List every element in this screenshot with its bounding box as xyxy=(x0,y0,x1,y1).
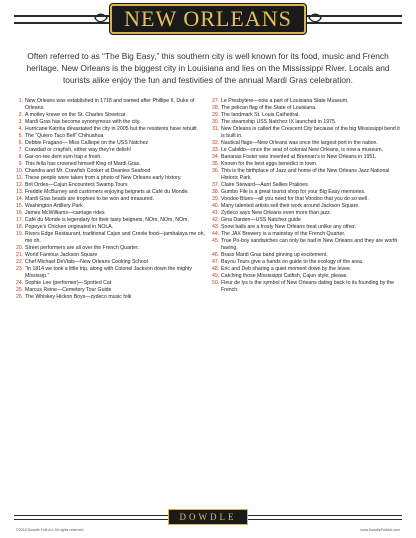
clue-item xyxy=(16,231,206,245)
clue-text: Voodoo Blues—all you need for that Voodoo that you do so well. xyxy=(221,196,369,202)
clue-text: Gar-on-tee dem sum hap e fresh. xyxy=(25,154,102,160)
clue-number: 26. xyxy=(16,294,24,300)
clue-number: 15. xyxy=(16,203,24,209)
clue-number: 18. xyxy=(16,224,24,230)
clue-item xyxy=(212,217,404,224)
clue-item xyxy=(16,126,206,133)
clue-text: New Orleans was established in 1718 and named after Phillipe II, Duke of Orleans. xyxy=(25,98,195,111)
clue-text: Chef Michael DeVlats—New Orleans Cooking School xyxy=(25,259,148,265)
clue-item xyxy=(212,259,404,266)
clue-item xyxy=(16,217,206,224)
clue-text: James McWilliams—carriage rides xyxy=(25,210,105,216)
clue-number: 8. xyxy=(18,154,23,160)
clue-text: These people were taken from a photo of New Orleans early history. xyxy=(25,175,182,181)
clue-text: Chandra and Mr. Crawfish Cooker at Deanies Seafood xyxy=(25,168,151,174)
clue-item xyxy=(16,196,206,203)
clue-number: 24. xyxy=(16,280,24,286)
flourish-left-icon xyxy=(94,11,108,25)
clue-text: Freddie McBurney and customers enjoying beignets at Café du Monde. xyxy=(25,189,189,195)
clue-item xyxy=(16,168,206,175)
clue-text: World Famous Jackson Square xyxy=(25,252,98,258)
clue-item xyxy=(212,147,404,154)
intro-paragraph: Often referred to as “The Big Easy,” this southern city is well known for its food, music and French heritage. New Orleans is the biggest city in Louisiana and lies on the Mississippi River. Locals and tourists alike enjoy the fun and festivities of the annual Mardi Gras celebration. xyxy=(26,51,390,85)
clue-text: Le Presbytere—now a part of Louisiana State Museum. xyxy=(221,98,349,104)
clue-text: The “Quiero Taco Bell” Chihuahua xyxy=(25,133,104,139)
clue-number: 4. xyxy=(18,126,23,132)
clue-number: 42. xyxy=(212,217,220,223)
brand-logo: DOWDLE xyxy=(179,512,237,522)
clue-number: 49. xyxy=(212,273,220,279)
clue-text: Sophie Lee (performer)—Spotted Cat xyxy=(25,280,112,286)
clue-text: True Po-boy sandwiches can only be had in New Orleans and they are worth having. xyxy=(221,238,398,251)
clue-item xyxy=(212,161,404,168)
clue-item xyxy=(212,126,404,140)
clue-item xyxy=(212,105,404,112)
clue-number: 43. xyxy=(212,224,220,230)
clue-item xyxy=(16,182,206,189)
clue-item xyxy=(16,133,206,140)
clue-number: 33. xyxy=(212,147,220,153)
clue-text: Hurricane Katrina devastated the city in 2005 but the residents have rebuilt. xyxy=(25,126,199,132)
clue-number: 36. xyxy=(212,168,220,174)
clue-number: 38. xyxy=(212,189,220,195)
clue-number: 40. xyxy=(212,203,220,209)
clue-text: Zydeco says New Orleans even more than jazz. xyxy=(221,210,332,216)
clue-text: Washington Artillery Park xyxy=(25,203,83,209)
clue-number: 39. xyxy=(212,196,220,202)
clue-text: Marcus Reine—Cemetery Tour Guide xyxy=(25,287,112,293)
clue-number: 44. xyxy=(212,231,220,237)
clue-text: Le Cabildo—once the seat of colonial New Orleans, is now a museum. xyxy=(221,147,384,153)
clue-text: Brit Ordes—Cajun Encounters Swamp Tours xyxy=(25,182,128,188)
clue-number: 7. xyxy=(18,147,23,153)
clue-item xyxy=(212,273,404,280)
clue-number: 3. xyxy=(18,119,23,125)
clue-text: Many talented artists sell their work around Jackson Square. xyxy=(221,203,360,209)
clue-text: Brass Mardi Gras band ginning up excitement. xyxy=(221,252,328,258)
clue-number: 48. xyxy=(212,266,220,272)
clue-number: 1. xyxy=(18,98,23,104)
clue-text: Bayou Tours give a hands on guide to the ecology of the area. xyxy=(221,259,364,265)
clue-item xyxy=(16,287,206,294)
clue-item xyxy=(212,168,404,182)
clue-item xyxy=(16,112,206,119)
clue-text: New Orleans is called the Crescent City because of the big Mississippi bend it is built in. xyxy=(221,126,400,139)
clue-item xyxy=(16,175,206,182)
flourish-right-icon xyxy=(308,11,322,25)
clue-item xyxy=(16,266,206,280)
clue-number: 16. xyxy=(16,210,24,216)
clue-item xyxy=(16,259,206,266)
title-plate xyxy=(110,4,306,34)
clue-text: The landmark St. Louis Cathedral. xyxy=(221,112,300,118)
clue-item xyxy=(16,224,206,231)
clue-item xyxy=(212,280,404,294)
copyright-text: ©2018 Dowdle Folk Art. All rights reserved. xyxy=(16,528,85,532)
clue-text: The pelican flag of the State of Louisiana. xyxy=(221,105,317,111)
clue-item xyxy=(212,203,404,210)
clue-item xyxy=(16,98,206,112)
title-banner xyxy=(0,3,416,37)
clue-text: Café du Monde is legendary for their tasty beignets, NOm, NOm, NOm. xyxy=(25,217,189,223)
clue-number: 20. xyxy=(16,245,24,251)
clue-item xyxy=(16,154,206,161)
clue-item xyxy=(212,112,404,119)
clue-text: Street performers are all over the French Quarter. xyxy=(25,245,139,251)
clue-text: Mardi Gras beads are trophies to be won and treasured. xyxy=(25,196,154,202)
clue-number: 31. xyxy=(212,126,220,132)
clue-text: The JAX Brewery is a mainstay of the French Quarter. xyxy=(221,231,346,237)
clue-item xyxy=(16,147,206,154)
clue-text: Catching those Mississippi Catfish, Cajun style, please. xyxy=(221,273,348,279)
clue-item xyxy=(212,266,404,273)
clue-text: Gumbo File is a great tourist shop for your Big Easy memories. xyxy=(221,189,366,195)
clue-item xyxy=(212,224,404,231)
clue-item xyxy=(16,252,206,259)
clue-text: The Whiskey Hickon Boys—zydeco music folk xyxy=(25,294,132,300)
clue-item xyxy=(212,98,404,105)
clue-number: 6. xyxy=(18,140,23,146)
clue-text: Known for the best eggs benedict in town. xyxy=(221,161,318,167)
clue-number: 11. xyxy=(16,175,23,181)
clue-text: This fella has crowned himself King of Mardi Gras. xyxy=(25,161,141,167)
clue-list-right xyxy=(212,98,404,294)
clue-item xyxy=(16,161,206,168)
clue-text: Mardi Gras has become synonymous with the city. xyxy=(25,119,141,125)
clue-item xyxy=(212,154,404,161)
clue-number: 19. xyxy=(16,231,24,237)
clue-number: 21. xyxy=(16,252,24,258)
clue-item xyxy=(212,182,404,189)
clue-item xyxy=(16,210,206,217)
clue-item xyxy=(212,196,404,203)
clue-item xyxy=(16,119,206,126)
clue-text: Gina Darden—USS Natchez guide xyxy=(221,217,301,223)
clue-number: 32. xyxy=(212,140,220,146)
clue-number: 14. xyxy=(16,196,24,202)
clue-item xyxy=(212,231,404,238)
clue-number: 9. xyxy=(18,161,23,167)
website-link[interactable]: www.DowdleFolkArt.com xyxy=(360,528,400,532)
clue-number: 45. xyxy=(212,238,220,244)
clue-item xyxy=(212,210,404,217)
clue-number: 35. xyxy=(212,161,220,167)
clue-number: 12. xyxy=(16,182,24,188)
footer-banner xyxy=(0,508,416,528)
clue-number: 22. xyxy=(16,259,24,265)
clue-number: 29. xyxy=(212,112,220,118)
clue-number: 25. xyxy=(16,287,24,293)
clue-number: 5. xyxy=(18,133,23,139)
clue-text: This is the birthplace of Jazz and home of the New Orleans Jazz National Historic Park. xyxy=(221,168,390,181)
page-title: NEW ORLEANS xyxy=(124,6,292,31)
clue-number: 34. xyxy=(212,154,220,160)
clue-text: Snow balls are a frosty New Orleans treat unlike any other. xyxy=(221,224,356,230)
clue-number: 50. xyxy=(212,280,220,286)
clue-item xyxy=(16,245,206,252)
clue-text: Popeye’s Chicken originated in NOLA. xyxy=(25,224,114,230)
clue-text: “In 1814 we took a little trip, along with Colonel Jackson down the mighty Mississip.” xyxy=(25,266,192,279)
clue-number: 47. xyxy=(212,259,220,265)
clue-number: 17. xyxy=(16,217,24,223)
clue-item xyxy=(212,140,404,147)
clue-number: 2. xyxy=(18,112,23,118)
clue-text: Claire Steward—Aunt Sallies Pralines xyxy=(221,182,308,188)
clue-number: 46. xyxy=(212,252,220,258)
clue-text: Rivers Edge Restaurant, traditional Cajun and Creole food—jambalaya me oh, me oh. xyxy=(25,231,205,244)
clue-text: The steamship USS Natchez IX launched in 1975. xyxy=(221,119,337,125)
clue-number: 37. xyxy=(212,182,220,188)
clue-text: Eric and Deb sharing a quiet moment down by the levee. xyxy=(221,266,352,272)
clue-item xyxy=(212,252,404,259)
clue-text: Bananas Foster was invented at Brennan’s in New Orleans in 1951. xyxy=(221,154,377,160)
clue-item xyxy=(16,280,206,287)
clue-item xyxy=(212,189,404,196)
clue-text: Nautical flags—New Orleans was once the largest port in the nation. xyxy=(221,140,378,146)
clue-number: 23. xyxy=(16,266,24,272)
clue-text: Fleur de lys is the symbol of New Orleans dating back to its founding by the French. xyxy=(221,280,395,293)
clue-text: Debbie Fragano— Miss Calliope on the USS Natchez xyxy=(25,140,149,146)
clue-text: A motley krewe on the St. Charles Streetcar. xyxy=(25,112,127,118)
clue-list-left xyxy=(16,98,206,301)
clue-number: 41. xyxy=(212,210,220,216)
brand-plate xyxy=(168,509,248,525)
clue-number: 27. xyxy=(212,98,220,104)
clue-item xyxy=(212,119,404,126)
clue-text: Crawdad or crayfish, either way they’re delish! xyxy=(25,147,132,153)
clue-item xyxy=(212,238,404,252)
clue-item xyxy=(16,140,206,147)
clue-number: 13. xyxy=(16,189,24,195)
clue-number: 28. xyxy=(212,105,220,111)
clue-number: 30. xyxy=(212,119,220,125)
clue-item xyxy=(16,294,206,301)
clue-item xyxy=(16,189,206,196)
clue-item xyxy=(16,203,206,210)
clue-number: 10. xyxy=(16,168,24,174)
